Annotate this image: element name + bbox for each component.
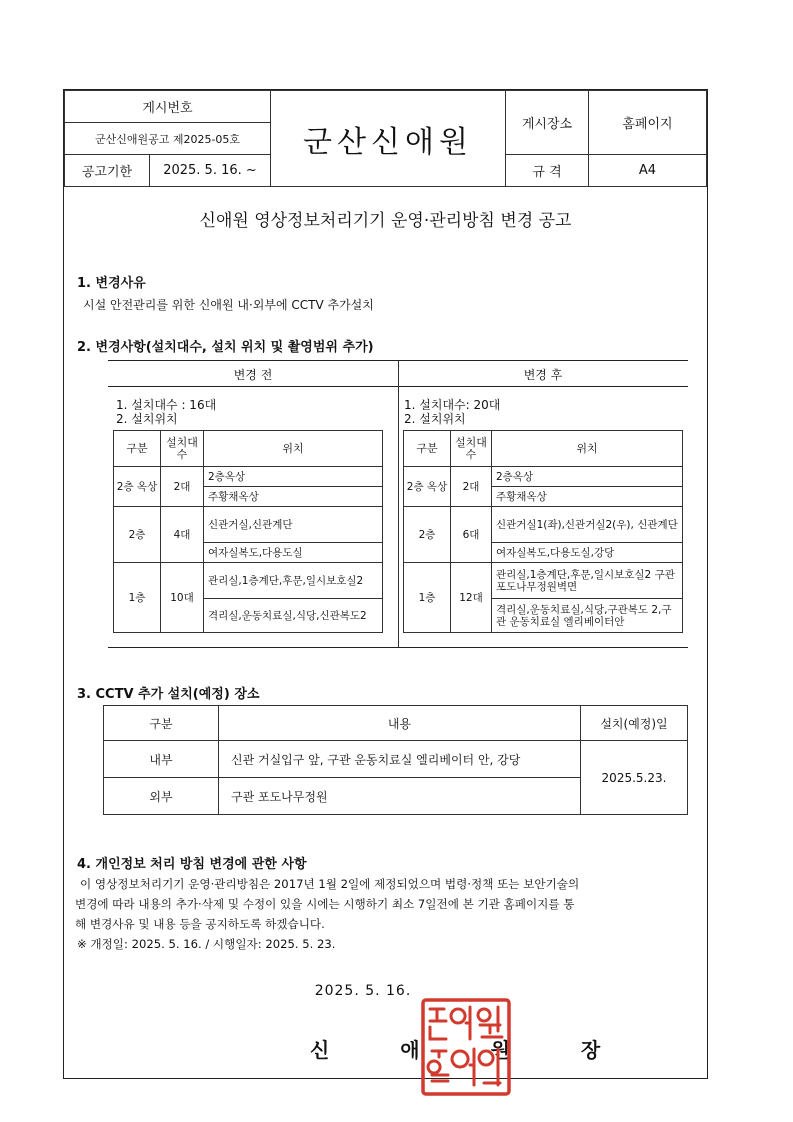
table-cell: 내부 bbox=[104, 741, 219, 778]
section3-heading: 3. CCTV 추가 설치(예정) 장소 bbox=[77, 687, 260, 702]
table-cell: 신관거실1(좌),신관거실2(우), 신관계단 bbox=[492, 507, 683, 543]
table-cell: 여자실복도,다용도실,강당 bbox=[492, 543, 683, 563]
col-date: 설치(예정)일 bbox=[581, 706, 688, 741]
deadline-value: 2025. 5. 16. ~ bbox=[150, 155, 271, 187]
section4-line3: 해 변경사유 및 내용 등을 공지하도록 하겠습니다. bbox=[75, 917, 325, 931]
signature-date: 2025. 5. 16. bbox=[314, 983, 412, 999]
section4-note: ※ 개정일: 2025. 5. 16. / 시행일자: 2025. 5. 23. bbox=[77, 937, 336, 951]
signature-name: 신 애 원 장 bbox=[310, 1038, 633, 1062]
table-cell: 주황채옥상 bbox=[204, 487, 383, 507]
size-value: A4 bbox=[589, 155, 707, 187]
after-col-count: 설치대수 bbox=[451, 431, 492, 467]
col-content: 내용 bbox=[219, 706, 581, 741]
before-loc-line: 2. 설치위치 bbox=[116, 412, 178, 426]
place-value: 홈페이지 bbox=[589, 91, 707, 155]
after-location-table bbox=[403, 430, 683, 633]
official-seal bbox=[420, 997, 512, 1097]
section4-heading: 4. 개인정보 처리 방침 변경에 관한 사항 bbox=[77, 857, 307, 872]
table-cell: 6대 bbox=[451, 507, 492, 563]
before-count-line: 1. 설치대수 : 16대 bbox=[116, 398, 217, 412]
page-title: 신애원 영상정보처리기기 운영·관리방침 변경 공고 bbox=[199, 211, 572, 231]
section4-line2: 변경에 따라 내용의 추가·삭제 및 수정이 있을 시에는 시행하기 최소 7일전에 본 기관 홈페이지를 통 bbox=[75, 897, 575, 911]
compare-divider bbox=[398, 361, 399, 647]
after-count-line: 1. 설치대수: 20대 bbox=[404, 398, 501, 412]
install-schedule-table bbox=[103, 705, 688, 815]
table-cell: 신관 거실입구 앞, 구관 운동치료실 엘리베이터 안, 강당 bbox=[219, 741, 581, 778]
install-date: 2025.5.23. bbox=[581, 741, 688, 815]
section2-heading: 2. 변경사항(설치대수, 설치 위치 및 촬영범위 추가) bbox=[77, 340, 374, 355]
table-cell: 1층 bbox=[114, 563, 161, 633]
table-cell: 2층옥상 bbox=[492, 467, 683, 487]
table-cell: 2층옥상 bbox=[204, 467, 383, 487]
col-type: 구분 bbox=[104, 706, 219, 741]
before-col-loc: 위치 bbox=[204, 431, 383, 467]
table-cell: 12대 bbox=[451, 563, 492, 633]
table-cell: 관리실,1층계단,후문,일시보호실2 bbox=[204, 563, 383, 599]
section1-heading: 1. 변경사유 bbox=[77, 276, 146, 291]
after-col-zone: 구분 bbox=[404, 431, 451, 467]
table-cell: 격리실,운동치료실,식당,구관복도 2,구관 운동치료실 엘리베이터안 bbox=[492, 599, 683, 633]
header-table bbox=[64, 90, 707, 187]
table-cell: 2대 bbox=[451, 467, 492, 507]
table-cell: 주황채옥상 bbox=[492, 487, 683, 507]
before-label: 변경 전 bbox=[233, 368, 273, 382]
after-loc-line: 2. 설치위치 bbox=[404, 412, 466, 426]
post-no-label: 게시번호 bbox=[65, 91, 271, 123]
place-label: 게시장소 bbox=[506, 91, 589, 155]
deadline-label: 공고기한 bbox=[65, 155, 150, 187]
before-location-table bbox=[113, 430, 383, 633]
table-cell: 관리실,1층계단,후문,일시보호실2 구관 포도나무정원벽면 bbox=[492, 563, 683, 599]
table-cell: 2층 bbox=[404, 507, 451, 563]
table-cell: 구관 포도나무정원 bbox=[219, 778, 581, 815]
table-cell: 4대 bbox=[161, 507, 204, 563]
after-col-loc: 위치 bbox=[492, 431, 683, 467]
compare-bottom-border bbox=[108, 647, 688, 648]
table-cell: 외부 bbox=[104, 778, 219, 815]
table-cell: 2대 bbox=[161, 467, 204, 507]
table-cell: 2층 bbox=[114, 507, 161, 563]
before-col-count: 설치대수 bbox=[161, 431, 204, 467]
table-cell: 격리실,운동치료실,식당,신관복도2 bbox=[204, 599, 383, 633]
table-cell: 2층 옥상 bbox=[404, 467, 451, 507]
post-no-value: 군산신애원공고 제2025-05호 bbox=[65, 123, 271, 155]
table-cell: 여자실복도,다용도실 bbox=[204, 543, 383, 563]
table-cell: 신관거실,신관계단 bbox=[204, 507, 383, 543]
section1-text: 시설 안전관리를 위한 신애원 내·외부에 CCTV 추가설치 bbox=[83, 298, 374, 312]
table-cell: 1층 bbox=[404, 563, 451, 633]
org-name: 군산신애원 bbox=[271, 91, 506, 187]
after-label: 변경 후 bbox=[523, 368, 563, 382]
before-col-zone: 구분 bbox=[114, 431, 161, 467]
section4-line1: 이 영상정보처리기기 운영·관리방침은 2017년 1월 2일에 제정되었으며 법령·정책 또는 보안기술의 bbox=[80, 877, 580, 891]
size-label: 규 격 bbox=[506, 155, 589, 187]
table-cell: 10대 bbox=[161, 563, 204, 633]
table-cell: 2층 옥상 bbox=[114, 467, 161, 507]
